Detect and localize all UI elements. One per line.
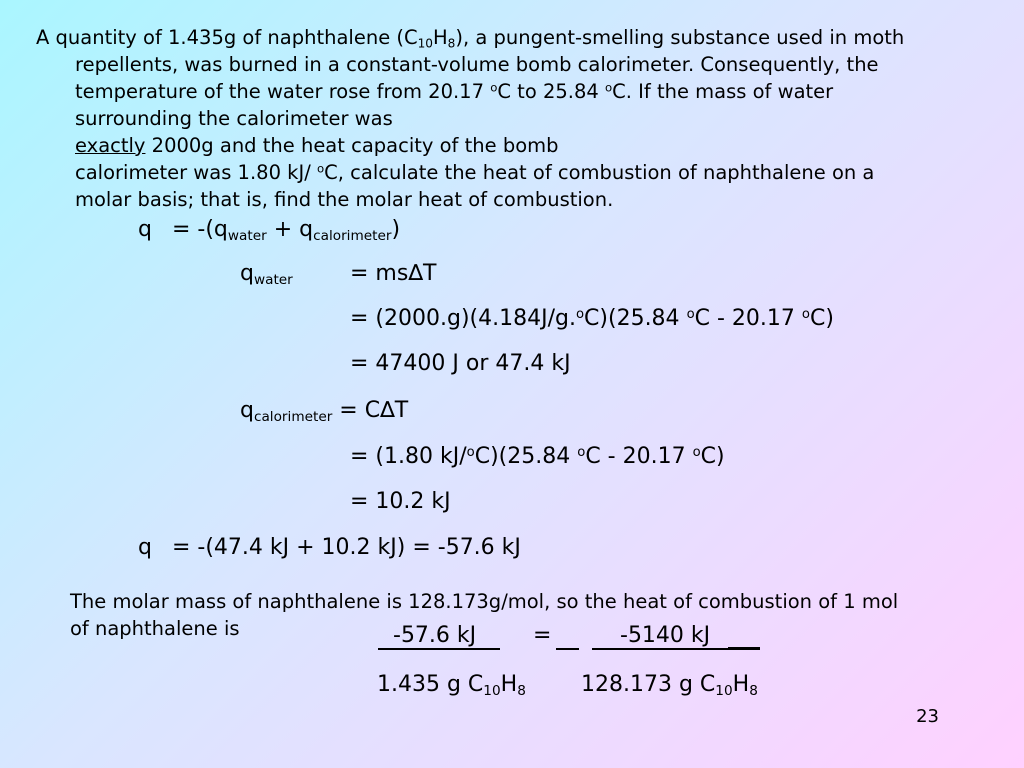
equation-q-final: q = -(47.4 kJ + 10.2 kJ) = -57.6 kJ (138, 535, 521, 560)
fraction-spacer-line (556, 648, 579, 650)
problem-line-2: repellents, was burned in a constant-volume bomb calorimeter. Consequently, the (75, 53, 879, 76)
equation-water-result: = 47400 J or 47.4 kJ (350, 351, 571, 376)
problem-line-3: temperature of the water rose from 20.17 $^o$C to 25.84 $^o$C. If the mass of water (75, 80, 834, 103)
problem-line-5: exactly 2000g and the heat capacity of the bomb (75, 134, 559, 157)
equation-q-water-rhs: = ms∆T (350, 261, 437, 286)
fraction-denominator-1: 1.435 g $C_{10}H_8$ (377, 672, 526, 700)
equation-water-substitution: = (2000.g)(4.184J/g.$^o$C)(25.84 $^o$C - 20.17 $^o$C) (350, 306, 834, 331)
fraction-bar-1 (378, 648, 500, 650)
problem-statement (36, 24, 976, 213)
page-number: 23 (916, 706, 939, 727)
fraction-equals: = (533, 623, 552, 648)
problem-line-4: surrounding the calorimeter was (75, 107, 393, 130)
emphasis-exactly: exactly (75, 134, 146, 157)
problem-line-6: calorimeter was 1.80 kJ/ $^o$C, calculate the heat of combustion of naphthalene on a (75, 161, 875, 184)
problem-line-7: molar basis; that is, find the molar heat of combustion. (75, 188, 614, 211)
problem-line-1: A quantity of 1.435g of naphthalene $(C_{10}H_8)$, a pungent-smelling substance used in moth (36, 26, 905, 51)
conclusion-text: The molar mass of naphthalene is 128.173g/mol, so the heat of combustion of 1 mol of naphthalene is (70, 590, 899, 640)
fraction-numerator-1: -57.6 kJ (393, 623, 477, 648)
equation-calorimeter-substitution: = (1.80 kJ/$^o$C)(25.84 $^o$C - 20.17 $^o$C) (350, 444, 725, 469)
fraction-numerator-2: -5140 kJ (620, 623, 711, 648)
fraction-bar-2-tail (728, 647, 760, 650)
equation-q-calorimeter: $q_{calorimeter} = C\Delta T$ (240, 398, 409, 426)
fraction-denominator-2: 128.173 g $C_{10}H_8$ (581, 672, 758, 700)
equation-q-water-label: $q_{water}$ (240, 261, 293, 289)
equation-q-total: $q = -(q_{water} + q_{calorimeter})$ (138, 217, 401, 245)
equation-calorimeter-result: = 10.2 kJ (350, 489, 451, 514)
fraction-bar-2 (592, 648, 728, 650)
